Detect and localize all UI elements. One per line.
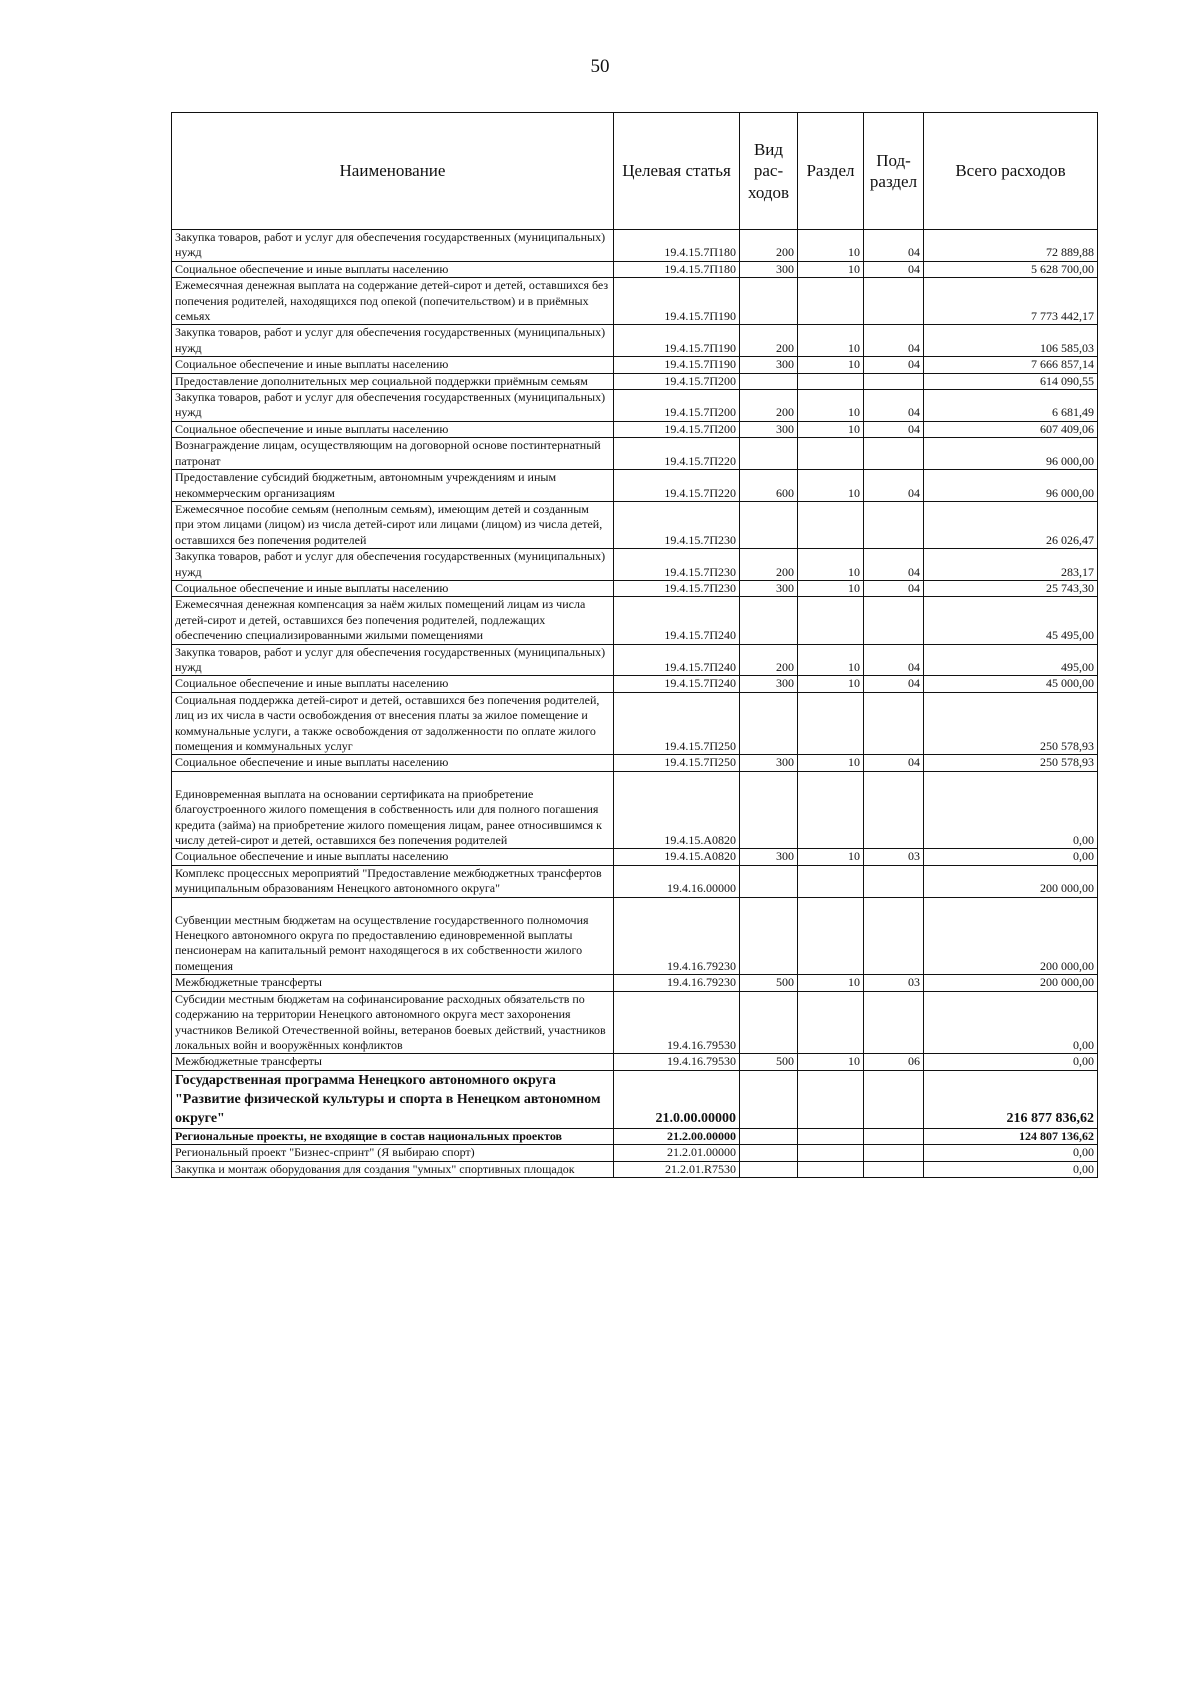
cell-expense-type bbox=[740, 501, 798, 548]
table-row bbox=[172, 501, 1098, 548]
cell-name: Ежемесячное пособие семьям (неполным семьям), имеющим детей и созданным при этом лицами (лицом) из числа детей-сирот или лицами (лицом) из числа детей, оставшихся без попечения родителей bbox=[172, 501, 614, 548]
table-row bbox=[172, 897, 1098, 975]
cell-total: 7 666 857,14 bbox=[924, 357, 1098, 373]
table-row bbox=[172, 373, 1098, 389]
cell-section bbox=[798, 991, 864, 1054]
cell-section: 10 bbox=[798, 357, 864, 373]
cell-subsection: 04 bbox=[864, 644, 924, 676]
cell-target-article: 19.4.15.7П200 bbox=[614, 373, 740, 389]
table-row bbox=[172, 278, 1098, 325]
cell-target-article: 19.4.16.00000 bbox=[614, 865, 740, 897]
cell-expense-type bbox=[740, 897, 798, 975]
cell-target-article: 19.4.16.79530 bbox=[614, 1054, 740, 1070]
cell-subsection bbox=[864, 278, 924, 325]
cell-target-article: 21.0.00.00000 bbox=[614, 1070, 740, 1128]
table-row bbox=[172, 865, 1098, 897]
cell-subsection bbox=[864, 1161, 924, 1177]
cell-section: 10 bbox=[798, 421, 864, 437]
cell-subsection: 04 bbox=[864, 549, 924, 581]
cell-target-article: 19.4.15.7П240 bbox=[614, 597, 740, 644]
cell-subsection: 04 bbox=[864, 390, 924, 422]
table-row bbox=[172, 549, 1098, 581]
cell-target-article: 19.4.16.79530 bbox=[614, 991, 740, 1054]
table-row bbox=[172, 261, 1098, 277]
cell-subsection bbox=[864, 692, 924, 755]
cell-section bbox=[798, 1128, 864, 1144]
cell-total: 250 578,93 bbox=[924, 755, 1098, 771]
cell-name: Вознаграждение лицам, осуществляющим на договорной основе постинтернатный патронат bbox=[172, 438, 614, 470]
cell-expense-type: 300 bbox=[740, 755, 798, 771]
cell-subsection: 04 bbox=[864, 261, 924, 277]
cell-total: 72 889,88 bbox=[924, 230, 1098, 262]
cell-name: Закупка товаров, работ и услуг для обеспечения государственных (муниципальных) нужд bbox=[172, 644, 614, 676]
cell-total: 200 000,00 bbox=[924, 865, 1098, 897]
table-row bbox=[172, 692, 1098, 755]
cell-subsection bbox=[864, 1070, 924, 1128]
table-row bbox=[172, 390, 1098, 422]
cell-section: 10 bbox=[798, 470, 864, 502]
cell-section: 10 bbox=[798, 580, 864, 596]
cell-total: 96 000,00 bbox=[924, 470, 1098, 502]
cell-target-article: 19.4.15.7П220 bbox=[614, 470, 740, 502]
cell-total: 0,00 bbox=[924, 1161, 1098, 1177]
cell-subsection bbox=[864, 501, 924, 548]
cell-section: 10 bbox=[798, 644, 864, 676]
cell-name: Социальное обеспечение и иные выплаты населению bbox=[172, 755, 614, 771]
cell-expense-type: 300 bbox=[740, 421, 798, 437]
cell-section: 10 bbox=[798, 230, 864, 262]
table-row bbox=[172, 644, 1098, 676]
table-row bbox=[172, 1145, 1098, 1161]
cell-target-article: 19.4.15.7П250 bbox=[614, 755, 740, 771]
cell-subsection bbox=[864, 373, 924, 389]
cell-subsection bbox=[864, 597, 924, 644]
table-row bbox=[172, 580, 1098, 596]
cell-subsection bbox=[864, 1145, 924, 1161]
cell-section bbox=[798, 1161, 864, 1177]
table-row bbox=[172, 755, 1098, 771]
cell-total: 607 409,06 bbox=[924, 421, 1098, 437]
cell-subsection bbox=[864, 865, 924, 897]
cell-section bbox=[798, 897, 864, 975]
cell-target-article: 19.4.15.А0820 bbox=[614, 771, 740, 849]
cell-section: 10 bbox=[798, 849, 864, 865]
cell-section: 10 bbox=[798, 676, 864, 692]
table-row bbox=[172, 1161, 1098, 1177]
cell-expense-type: 300 bbox=[740, 261, 798, 277]
cell-name: Региональные проекты, не входящие в состав национальных проектов bbox=[172, 1128, 614, 1144]
cell-name: Закупка товаров, работ и услуг для обеспечения государственных (муниципальных) нужд bbox=[172, 549, 614, 581]
cell-section: 10 bbox=[798, 975, 864, 991]
cell-total: 26 026,47 bbox=[924, 501, 1098, 548]
cell-subsection: 03 bbox=[864, 975, 924, 991]
cell-expense-type bbox=[740, 597, 798, 644]
cell-section bbox=[798, 438, 864, 470]
table-body bbox=[172, 230, 1098, 1178]
cell-target-article: 19.4.15.7П250 bbox=[614, 692, 740, 755]
cell-subsection: 04 bbox=[864, 230, 924, 262]
cell-name: Социальное обеспечение и иные выплаты населению bbox=[172, 261, 614, 277]
cell-name: Закупка товаров, работ и услуг для обеспечения государственных (муниципальных) нужд bbox=[172, 390, 614, 422]
cell-expense-type bbox=[740, 1128, 798, 1144]
header-section: Раздел bbox=[798, 113, 864, 230]
cell-subsection bbox=[864, 438, 924, 470]
cell-name: Государственная программа Ненецкого автономного округа "Развитие физической культуры и спорта в Ненецком автономном округе" bbox=[172, 1070, 614, 1128]
cell-total: 6 681,49 bbox=[924, 390, 1098, 422]
header-name: Наименование bbox=[172, 113, 614, 230]
cell-target-article: 21.2.00.00000 bbox=[614, 1128, 740, 1144]
cell-section bbox=[798, 278, 864, 325]
cell-expense-type: 200 bbox=[740, 549, 798, 581]
cell-section bbox=[798, 692, 864, 755]
cell-total: 0,00 bbox=[924, 991, 1098, 1054]
page-number: 50 bbox=[590, 56, 610, 77]
table-row bbox=[172, 597, 1098, 644]
cell-name: Межбюджетные трансферты bbox=[172, 975, 614, 991]
cell-target-article: 21.2.01.R7530 bbox=[614, 1161, 740, 1177]
cell-total: 45 495,00 bbox=[924, 597, 1098, 644]
table-row bbox=[172, 676, 1098, 692]
cell-target-article: 19.4.16.79230 bbox=[614, 897, 740, 975]
cell-total: 5 628 700,00 bbox=[924, 261, 1098, 277]
cell-target-article: 19.4.15.7П230 bbox=[614, 501, 740, 548]
cell-target-article: 21.2.01.00000 bbox=[614, 1145, 740, 1161]
cell-expense-type bbox=[740, 1161, 798, 1177]
header-expense-type: Вид рас-ходов bbox=[740, 113, 798, 230]
cell-subsection: 06 bbox=[864, 1054, 924, 1070]
table-row bbox=[172, 975, 1098, 991]
cell-subsection: 04 bbox=[864, 676, 924, 692]
cell-subsection: 04 bbox=[864, 470, 924, 502]
cell-name: Закупка товаров, работ и услуг для обеспечения государственных (муниципальных) нужд bbox=[172, 230, 614, 262]
cell-name: Межбюджетные трансферты bbox=[172, 1054, 614, 1070]
cell-expense-type bbox=[740, 438, 798, 470]
table-row bbox=[172, 1070, 1098, 1128]
cell-total: 0,00 bbox=[924, 771, 1098, 849]
header-total: Всего расходов bbox=[924, 113, 1098, 230]
cell-expense-type: 300 bbox=[740, 357, 798, 373]
cell-name: Закупка товаров, работ и услуг для обеспечения государственных (муниципальных) нужд bbox=[172, 325, 614, 357]
cell-name: Социальное обеспечение и иные выплаты населению bbox=[172, 676, 614, 692]
cell-expense-type bbox=[740, 1070, 798, 1128]
cell-target-article: 19.4.15.7П200 bbox=[614, 390, 740, 422]
cell-subsection bbox=[864, 897, 924, 975]
table-row bbox=[172, 438, 1098, 470]
cell-target-article: 19.4.15.7П240 bbox=[614, 676, 740, 692]
cell-section bbox=[798, 771, 864, 849]
cell-target-article: 19.4.15.7П190 bbox=[614, 278, 740, 325]
table-row bbox=[172, 1128, 1098, 1144]
table-row bbox=[172, 1054, 1098, 1070]
cell-expense-type bbox=[740, 991, 798, 1054]
cell-total: 0,00 bbox=[924, 1145, 1098, 1161]
table-header-row bbox=[172, 113, 1098, 230]
cell-name: Социальная поддержка детей-сирот и детей, оставшихся без попечения родителей, лиц из их числа в части освобождения от внесения платы за жилое помещение и коммунальные услуги, а также освобождения от задолженности по оплате жилого помещения и коммунальных услуг bbox=[172, 692, 614, 755]
table-row bbox=[172, 357, 1098, 373]
cell-name: Субвенции местным бюджетам на осуществление государственного полномочия Ненецкого автономного округа по предоставлению единовременной выплаты пенсионерам на капитальный ремонт находящегося в их собственности жилого помещения bbox=[172, 897, 614, 975]
cell-section bbox=[798, 501, 864, 548]
cell-expense-type: 200 bbox=[740, 325, 798, 357]
cell-total: 250 578,93 bbox=[924, 692, 1098, 755]
cell-expense-type bbox=[740, 865, 798, 897]
table-row bbox=[172, 230, 1098, 262]
cell-subsection: 04 bbox=[864, 755, 924, 771]
cell-target-article: 19.4.15.7П200 bbox=[614, 421, 740, 437]
cell-total: 106 585,03 bbox=[924, 325, 1098, 357]
cell-expense-type bbox=[740, 373, 798, 389]
cell-name: Социальное обеспечение и иные выплаты населению bbox=[172, 849, 614, 865]
cell-expense-type: 200 bbox=[740, 230, 798, 262]
cell-expense-type bbox=[740, 278, 798, 325]
cell-section: 10 bbox=[798, 325, 864, 357]
cell-name: Региональный проект "Бизнес-спринт" (Я выбираю спорт) bbox=[172, 1145, 614, 1161]
cell-name: Закупка и монтаж оборудования для создания "умных" спортивных площадок bbox=[172, 1161, 614, 1177]
cell-total: 200 000,00 bbox=[924, 897, 1098, 975]
cell-total: 216 877 836,62 bbox=[924, 1070, 1098, 1128]
cell-target-article: 19.4.15.7П230 bbox=[614, 549, 740, 581]
cell-expense-type: 500 bbox=[740, 975, 798, 991]
cell-total: 124 807 136,62 bbox=[924, 1128, 1098, 1144]
cell-name: Социальное обеспечение и иные выплаты населению bbox=[172, 580, 614, 596]
cell-name: Ежемесячная денежная выплата на содержание детей-сирот и детей, оставшихся без попечения родителей, находящихся под опекой (попечительством) и в приёмных семьях bbox=[172, 278, 614, 325]
cell-subsection: 04 bbox=[864, 421, 924, 437]
cell-name: Комплекс процессных мероприятий "Предоставление межбюджетных трансфертов муниципальным образованиям Ненецкого автономного округа" bbox=[172, 865, 614, 897]
table-row bbox=[172, 421, 1098, 437]
cell-section: 10 bbox=[798, 755, 864, 771]
cell-total: 7 773 442,17 bbox=[924, 278, 1098, 325]
cell-section bbox=[798, 373, 864, 389]
cell-section bbox=[798, 597, 864, 644]
cell-section: 10 bbox=[798, 261, 864, 277]
cell-target-article: 19.4.15.7П240 bbox=[614, 644, 740, 676]
cell-name: Единовременная выплата на основании сертификата на приобретение благоустроенного жилого помещения в собственность или для полного погашения кредита (займа) на приобретение жилого помещения лицам, ранее относившимся к числу детей-сирот и детей, оставшихся без попечения родителей bbox=[172, 771, 614, 849]
cell-expense-type bbox=[740, 692, 798, 755]
cell-total: 0,00 bbox=[924, 849, 1098, 865]
cell-target-article: 19.4.15.7П190 bbox=[614, 357, 740, 373]
cell-expense-type: 500 bbox=[740, 1054, 798, 1070]
cell-subsection bbox=[864, 771, 924, 849]
cell-expense-type: 300 bbox=[740, 676, 798, 692]
cell-target-article: 19.4.15.7П190 bbox=[614, 325, 740, 357]
cell-name: Ежемесячная денежная компенсация за наём жилых помещений лицам из числа детей-сирот и детей, оставшихся без попечения родителей, подлежащих обеспечению специализированными жилыми помещениями bbox=[172, 597, 614, 644]
table-row bbox=[172, 325, 1098, 357]
cell-section: 10 bbox=[798, 1054, 864, 1070]
cell-target-article: 19.4.16.79230 bbox=[614, 975, 740, 991]
cell-total: 25 743,30 bbox=[924, 580, 1098, 596]
cell-total: 495,00 bbox=[924, 644, 1098, 676]
cell-expense-type bbox=[740, 1145, 798, 1161]
cell-name: Социальное обеспечение и иные выплаты населению bbox=[172, 357, 614, 373]
cell-section: 10 bbox=[798, 549, 864, 581]
cell-subsection: 04 bbox=[864, 357, 924, 373]
cell-target-article: 19.4.15.7П220 bbox=[614, 438, 740, 470]
cell-target-article: 19.4.15.7П180 bbox=[614, 230, 740, 262]
cell-subsection: 03 bbox=[864, 849, 924, 865]
cell-subsection bbox=[864, 1128, 924, 1144]
cell-name: Предоставление субсидий бюджетным, автономным учреждениям и иным некоммерческим организациям bbox=[172, 470, 614, 502]
cell-total: 96 000,00 bbox=[924, 438, 1098, 470]
header-target-article: Целевая статья bbox=[614, 113, 740, 230]
cell-expense-type bbox=[740, 771, 798, 849]
table-row bbox=[172, 849, 1098, 865]
table-row bbox=[172, 771, 1098, 849]
cell-total: 200 000,00 bbox=[924, 975, 1098, 991]
cell-section bbox=[798, 1070, 864, 1128]
cell-section: 10 bbox=[798, 390, 864, 422]
cell-expense-type: 600 bbox=[740, 470, 798, 502]
cell-section bbox=[798, 1145, 864, 1161]
cell-name: Предоставление дополнительных мер социальной поддержки приёмным семьям bbox=[172, 373, 614, 389]
cell-subsection bbox=[864, 991, 924, 1054]
table-row bbox=[172, 991, 1098, 1054]
cell-target-article: 19.4.15.7П180 bbox=[614, 261, 740, 277]
cell-name: Социальное обеспечение и иные выплаты населению bbox=[172, 421, 614, 437]
cell-total: 283,17 bbox=[924, 549, 1098, 581]
cell-expense-type: 200 bbox=[740, 644, 798, 676]
cell-total: 45 000,00 bbox=[924, 676, 1098, 692]
budget-table bbox=[171, 112, 1098, 1178]
cell-expense-type: 200 bbox=[740, 390, 798, 422]
cell-target-article: 19.4.15.А0820 bbox=[614, 849, 740, 865]
cell-name: Субсидии местным бюджетам на софинансирование расходных обязательств по содержанию на территории Ненецкого автономного округа мест захоронения участников Великой Отечественной войны, ветеранов боевых действий, участников локальных войн и вооружённых конфликтов bbox=[172, 991, 614, 1054]
cell-expense-type: 300 bbox=[740, 849, 798, 865]
cell-subsection: 04 bbox=[864, 580, 924, 596]
cell-total: 614 090,55 bbox=[924, 373, 1098, 389]
cell-subsection: 04 bbox=[864, 325, 924, 357]
cell-section bbox=[798, 865, 864, 897]
table-row bbox=[172, 470, 1098, 502]
cell-total: 0,00 bbox=[924, 1054, 1098, 1070]
cell-expense-type: 300 bbox=[740, 580, 798, 596]
header-subsection: Под-раздел bbox=[864, 113, 924, 230]
cell-target-article: 19.4.15.7П230 bbox=[614, 580, 740, 596]
